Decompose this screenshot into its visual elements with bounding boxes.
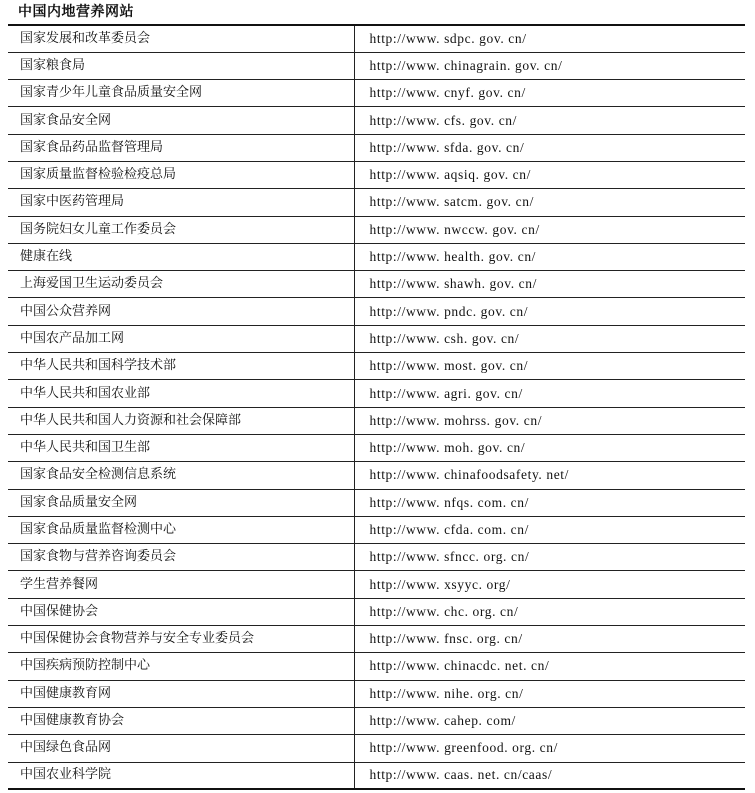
site-name-cell: 国家青少年儿童食品质量安全网 (8, 80, 354, 107)
table-row (8, 462, 745, 489)
table-row (8, 489, 745, 516)
table-row (8, 762, 745, 789)
site-url-cell: http://www. mohrss. gov. cn/ (354, 407, 745, 434)
table-row (8, 544, 745, 571)
site-url-cell: http://www. chinagrain. gov. cn/ (354, 52, 745, 79)
site-url-cell: http://www. caas. net. cn/caas/ (354, 762, 745, 789)
site-name-cell: 中国农产品加工网 (8, 325, 354, 352)
site-url-cell: http://www. cnyf. gov. cn/ (354, 80, 745, 107)
table-row (8, 571, 745, 598)
table-row (8, 380, 745, 407)
table-row (8, 707, 745, 734)
table-row (8, 189, 745, 216)
site-url-cell: http://www. satcm. gov. cn/ (354, 189, 745, 216)
site-name-cell: 国家发展和改革委员会 (8, 25, 354, 52)
site-name-cell: 国家粮食局 (8, 52, 354, 79)
site-name-cell: 国家食品质量监督检测中心 (8, 516, 354, 543)
site-url-cell: http://www. sdpc. gov. cn/ (354, 25, 745, 52)
site-name-cell: 上海爱国卫生运动委员会 (8, 271, 354, 298)
site-name-cell: 中国疾病预防控制中心 (8, 653, 354, 680)
table-row (8, 735, 745, 762)
site-name-cell: 国家食品安全检测信息系统 (8, 462, 354, 489)
site-url-cell: http://www. csh. gov. cn/ (354, 325, 745, 352)
table-row (8, 680, 745, 707)
site-url-cell: http://www. agri. gov. cn/ (354, 380, 745, 407)
table-row (8, 107, 745, 134)
table-row (8, 653, 745, 680)
table-row (8, 434, 745, 461)
site-name-cell: 国家质量监督检验检疫总局 (8, 161, 354, 188)
site-url-cell: http://www. sfda. gov. cn/ (354, 134, 745, 161)
site-name-cell: 中华人民共和国农业部 (8, 380, 354, 407)
site-name-cell: 中国公众营养网 (8, 298, 354, 325)
site-name-cell: 中华人民共和国科学技术部 (8, 353, 354, 380)
site-url-cell: http://www. shawh. gov. cn/ (354, 271, 745, 298)
site-name-cell: 学生营养餐网 (8, 571, 354, 598)
table-row (8, 80, 745, 107)
site-name-cell: 中国保健协会食物营养与安全专业委员会 (8, 626, 354, 653)
site-url-cell: http://www. nwccw. gov. cn/ (354, 216, 745, 243)
site-url-cell: http://www. cfs. gov. cn/ (354, 107, 745, 134)
table-title: 中国内地营养网站 (18, 4, 134, 20)
site-name-cell: 中国农业科学院 (8, 762, 354, 789)
table-row (8, 161, 745, 188)
site-url-cell: http://www. xsyyc. org/ (354, 571, 745, 598)
site-url-cell: http://www. chinafoodsafety. net/ (354, 462, 745, 489)
site-name-cell: 中华人民共和国卫生部 (8, 434, 354, 461)
table-row (8, 407, 745, 434)
site-url-cell: http://www. greenfood. org. cn/ (354, 735, 745, 762)
site-name-cell: 国务院妇女儿童工作委员会 (8, 216, 354, 243)
site-url-cell: http://www. chinacdc. net. cn/ (354, 653, 745, 680)
site-name-cell: 国家食物与营养咨询委员会 (8, 544, 354, 571)
site-name-cell: 健康在线 (8, 243, 354, 270)
site-name-cell: 国家食品质量安全网 (8, 489, 354, 516)
table-row (8, 298, 745, 325)
site-url-cell: http://www. pndc. gov. cn/ (354, 298, 745, 325)
site-name-cell: 中国绿色食品网 (8, 735, 354, 762)
site-url-cell: http://www. fnsc. org. cn/ (354, 626, 745, 653)
table-row (8, 353, 745, 380)
site-name-cell: 中国健康教育协会 (8, 707, 354, 734)
site-url-cell: http://www. chc. org. cn/ (354, 598, 745, 625)
table-body (8, 25, 745, 789)
site-url-cell: http://www. cahep. com/ (354, 707, 745, 734)
site-url-cell: http://www. moh. gov. cn/ (354, 434, 745, 461)
site-url-cell: http://www. sfncc. org. cn/ (354, 544, 745, 571)
site-name-cell: 中华人民共和国人力资源和社会保障部 (8, 407, 354, 434)
site-url-cell: http://www. nfqs. com. cn/ (354, 489, 745, 516)
table-row (8, 216, 745, 243)
table-row (8, 243, 745, 270)
site-name-cell: 国家食品药品监督管理局 (8, 134, 354, 161)
site-url-cell: http://www. health. gov. cn/ (354, 243, 745, 270)
table-row (8, 25, 745, 52)
site-url-cell: http://www. aqsiq. gov. cn/ (354, 161, 745, 188)
table-row (8, 271, 745, 298)
site-url-cell: http://www. most. gov. cn/ (354, 353, 745, 380)
site-url-cell: http://www. cfda. com. cn/ (354, 516, 745, 543)
site-name-cell: 中国保健协会 (8, 598, 354, 625)
table-row (8, 516, 745, 543)
table-row (8, 52, 745, 79)
table-row (8, 134, 745, 161)
table-row (8, 325, 745, 352)
site-url-cell: http://www. nihe. org. cn/ (354, 680, 745, 707)
site-name-cell: 国家食品安全网 (8, 107, 354, 134)
nutrition-websites-table (8, 24, 745, 790)
table-row (8, 626, 745, 653)
site-name-cell: 国家中医药管理局 (8, 189, 354, 216)
table-row (8, 598, 745, 625)
site-name-cell: 中国健康教育网 (8, 680, 354, 707)
